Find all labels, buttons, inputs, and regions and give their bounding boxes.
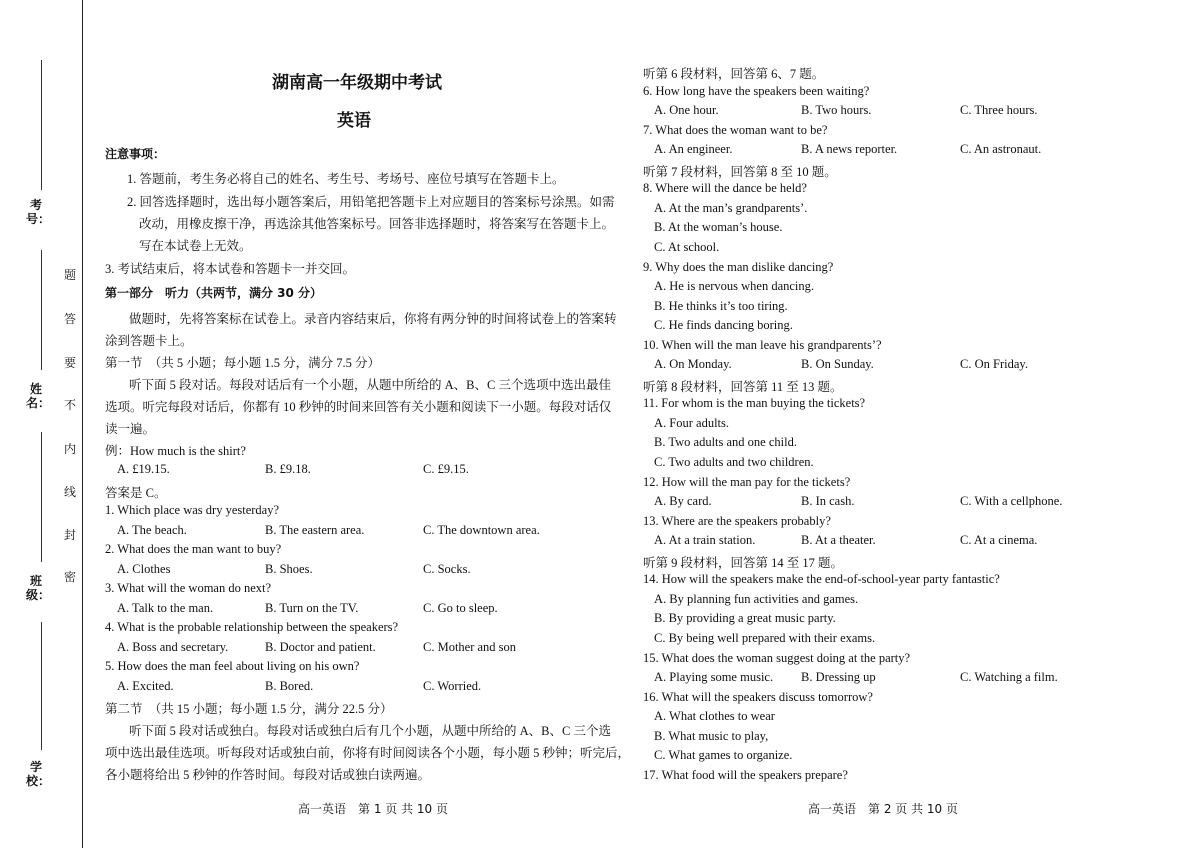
binding-line bbox=[82, 0, 83, 848]
option: B. Two hours. bbox=[801, 103, 872, 118]
option: B. Two adults and one child. bbox=[654, 435, 797, 450]
section1-heading: 第一节 （共 5 小题；每小题 1.5 分，满分 7.5 分） bbox=[105, 356, 381, 370]
option: A. What clothes to wear bbox=[654, 709, 775, 724]
section2-intro: 项中选出最佳选项。听每段对话或独白前，你将有时间阅读各个小题，每小题 5 秒钟；听完后， bbox=[105, 746, 631, 760]
page-1-footer: 高一英语 第 1 页 共 10 页 bbox=[298, 802, 448, 816]
question: 16. What will the speakers discuss tomorrow? bbox=[643, 689, 873, 704]
option: B. By providing a great music party. bbox=[654, 611, 836, 626]
option: B. He thinks it’s too tiring. bbox=[654, 298, 788, 313]
question: 5. How does the man feel about living on his own? bbox=[105, 659, 360, 673]
option: B. Doctor and patient. bbox=[265, 640, 376, 654]
option: A. Excited. bbox=[117, 679, 174, 693]
example-option: B. £9.18. bbox=[265, 462, 311, 476]
question: 10. When will the man leave his grandparents’? bbox=[643, 337, 882, 352]
option: A. Four adults. bbox=[654, 415, 729, 430]
option: A. At a train station. bbox=[654, 533, 756, 548]
option: B. Bored. bbox=[265, 679, 314, 693]
option: A. Talk to the man. bbox=[117, 601, 214, 615]
question: 17. What food will the speakers prepare? bbox=[643, 767, 848, 782]
school-label: 学校： bbox=[26, 760, 51, 788]
option: B. What music to play, bbox=[654, 728, 769, 743]
seal-char: 线 bbox=[63, 485, 76, 499]
option: C. Worried. bbox=[423, 679, 482, 693]
option: A. The beach. bbox=[117, 523, 187, 537]
question: 4. What is the probable relationship between the speakers? bbox=[105, 620, 399, 634]
seal-char: 内 bbox=[63, 442, 76, 456]
subject-title: 英语 bbox=[337, 111, 371, 131]
option: B. On Sunday. bbox=[801, 357, 874, 372]
seal-char: 答 bbox=[63, 312, 76, 326]
example-answer: 答案是 C。 bbox=[105, 486, 167, 500]
question: 11. For whom is the man buying the tickets? bbox=[643, 396, 866, 411]
option: C. Mother and son bbox=[423, 640, 517, 654]
question: 13. Where are the speakers probably? bbox=[643, 513, 831, 528]
question: 7. What does the woman want to be? bbox=[643, 122, 828, 137]
option: A. By card. bbox=[654, 494, 712, 509]
option: C. At school. bbox=[654, 239, 720, 254]
seal-char: 密 bbox=[63, 570, 76, 584]
section1-intro: 选项。听完每段对话后，你都有 10 秒钟的时间来回答有关小题和阅读下一小题。每段对话仅 bbox=[105, 400, 612, 414]
class-fill-line bbox=[41, 432, 42, 562]
name-fill-line bbox=[41, 250, 42, 370]
section1-intro: 读一遍。 bbox=[105, 422, 156, 436]
section2-heading: 第二节 （共 15 小题；每小题 1.5 分，满分 22.5 分） bbox=[105, 702, 393, 716]
school-fill-line bbox=[41, 622, 42, 750]
page-2-footer: 高一英语 第 2 页 共 10 页 bbox=[808, 802, 958, 816]
question: 8. Where will the dance be held? bbox=[643, 181, 807, 196]
section2-intro: 各小题将给出 5 秒钟的作答时间。每段对话或独白读两遍。 bbox=[105, 768, 431, 782]
name-label: 姓名： bbox=[26, 382, 51, 410]
option: C. Three hours. bbox=[960, 103, 1038, 118]
seal-char: 封 bbox=[63, 528, 76, 542]
question: 6. How long have the speakers been waiting? bbox=[643, 83, 870, 98]
option: B. A news reporter. bbox=[801, 142, 898, 157]
question: 15. What does the woman suggest doing at the party? bbox=[643, 650, 911, 665]
kaohao-label: 考号： bbox=[26, 198, 51, 226]
option: C. Socks. bbox=[423, 562, 471, 576]
option: B. In cash. bbox=[801, 494, 855, 509]
option: B. Turn on the TV. bbox=[265, 601, 359, 615]
question: 12. How will the man pay for the tickets? bbox=[643, 474, 851, 489]
option: A. At the man’s grandparents’. bbox=[654, 200, 808, 215]
option: C. At a cinema. bbox=[960, 533, 1038, 548]
section2-intro: 听下面 5 段对话或独白。每段对话或独白后有几个小题，从题中所给的 A、B、C 三个选 bbox=[129, 724, 611, 738]
option: B. Shoes. bbox=[265, 562, 313, 576]
question: 14. How will the speakers make the end-of-school-year party fantastic? bbox=[643, 572, 1000, 587]
option: A. He is nervous when dancing. bbox=[654, 279, 815, 294]
option: B. Dressing up bbox=[801, 670, 876, 685]
example-question: 例：How much is the shirt? bbox=[105, 444, 246, 458]
option: C. He finds dancing boring. bbox=[654, 318, 793, 333]
seal-char: 要 bbox=[63, 356, 76, 370]
part1-intro: 涂到答题卡上。 bbox=[105, 334, 193, 348]
example-option: C. £9.15. bbox=[423, 462, 469, 476]
option: A. On Monday. bbox=[654, 357, 732, 372]
question: 2. What does the man want to buy? bbox=[105, 542, 282, 556]
option: C. On Friday. bbox=[960, 357, 1028, 372]
notice-heading: 注意事项： bbox=[105, 147, 166, 161]
option: C. Two adults and two children. bbox=[654, 455, 814, 469]
seal-char: 题 bbox=[63, 268, 76, 282]
option: C. The downtown area. bbox=[423, 523, 540, 537]
question: 3. What will the woman do next? bbox=[105, 581, 272, 595]
listening-instruction: 听第 6 段材料，回答第 6、7 题。 bbox=[643, 67, 825, 81]
listening-instruction: 听第 9 段材料，回答第 14 至 17 题。 bbox=[643, 555, 844, 570]
option: C. What games to organize. bbox=[654, 748, 793, 763]
listening-instruction: 听第 7 段材料，回答第 8 至 10 题。 bbox=[643, 164, 837, 179]
kaohao-fill-line bbox=[41, 60, 42, 190]
part1-intro: 做题时，先将答案标在试卷上。录音内容结束后，你将有两分钟的时间将试卷上的答案转 bbox=[129, 312, 617, 326]
section1-intro: 听下面 5 段对话。每段对话后有一个小题，从题中所给的 A、B、C 三个选项中选出最佳 bbox=[129, 378, 611, 392]
class-label: 班级： bbox=[26, 574, 51, 602]
example-option: A. £19.15. bbox=[117, 462, 170, 476]
option: A. By planning fun activities and games. bbox=[654, 591, 859, 606]
option: A. An engineer. bbox=[654, 142, 733, 157]
option: C. Watching a film. bbox=[960, 670, 1058, 685]
notice-item: 3. 考试结束后，将本试卷和答题卡一并交回。 bbox=[105, 262, 356, 276]
question: 9. Why does the man dislike dancing? bbox=[643, 259, 834, 274]
notice-item: 2. 回答选择题时，选出每小题答案后，用铅笔把答题卡上对应题目的答案标号涂黑。如需 bbox=[127, 195, 615, 209]
option: C. By being well prepared with their exams. bbox=[654, 630, 876, 645]
notice-item: 写在本试卷上无效。 bbox=[139, 239, 252, 253]
option: C. An astronaut. bbox=[960, 142, 1042, 157]
option: B. The eastern area. bbox=[265, 523, 365, 537]
option: C. Go to sleep. bbox=[423, 601, 498, 615]
option: A. One hour. bbox=[654, 103, 719, 118]
option: C. With a cellphone. bbox=[960, 494, 1063, 509]
notice-item: 1. 答题前，考生务必将自己的姓名、考生号、考场号、座位号填写在答题卡上。 bbox=[127, 172, 565, 186]
exam-title: 湖南高一年级期中考试 bbox=[272, 73, 442, 93]
option: B. At a theater. bbox=[801, 533, 876, 548]
listening-instruction: 听第 8 段材料，回答第 11 至 13 题。 bbox=[643, 379, 843, 394]
option: A. Playing some music. bbox=[654, 670, 774, 685]
option: B. At the woman’s house. bbox=[654, 220, 783, 235]
seal-char: 不 bbox=[63, 398, 76, 412]
question: 1. Which place was dry yesterday? bbox=[105, 503, 280, 517]
option: A. Clothes bbox=[117, 562, 171, 576]
part1-heading: 第一部分 听力（共两节，满分 30 分） bbox=[105, 286, 323, 300]
notice-item: 改动，用橡皮擦干净，再选涂其他答案标号。回答非选择题时，将答案写在答题卡上。 bbox=[139, 217, 615, 231]
option: A. Boss and secretary. bbox=[117, 640, 229, 654]
